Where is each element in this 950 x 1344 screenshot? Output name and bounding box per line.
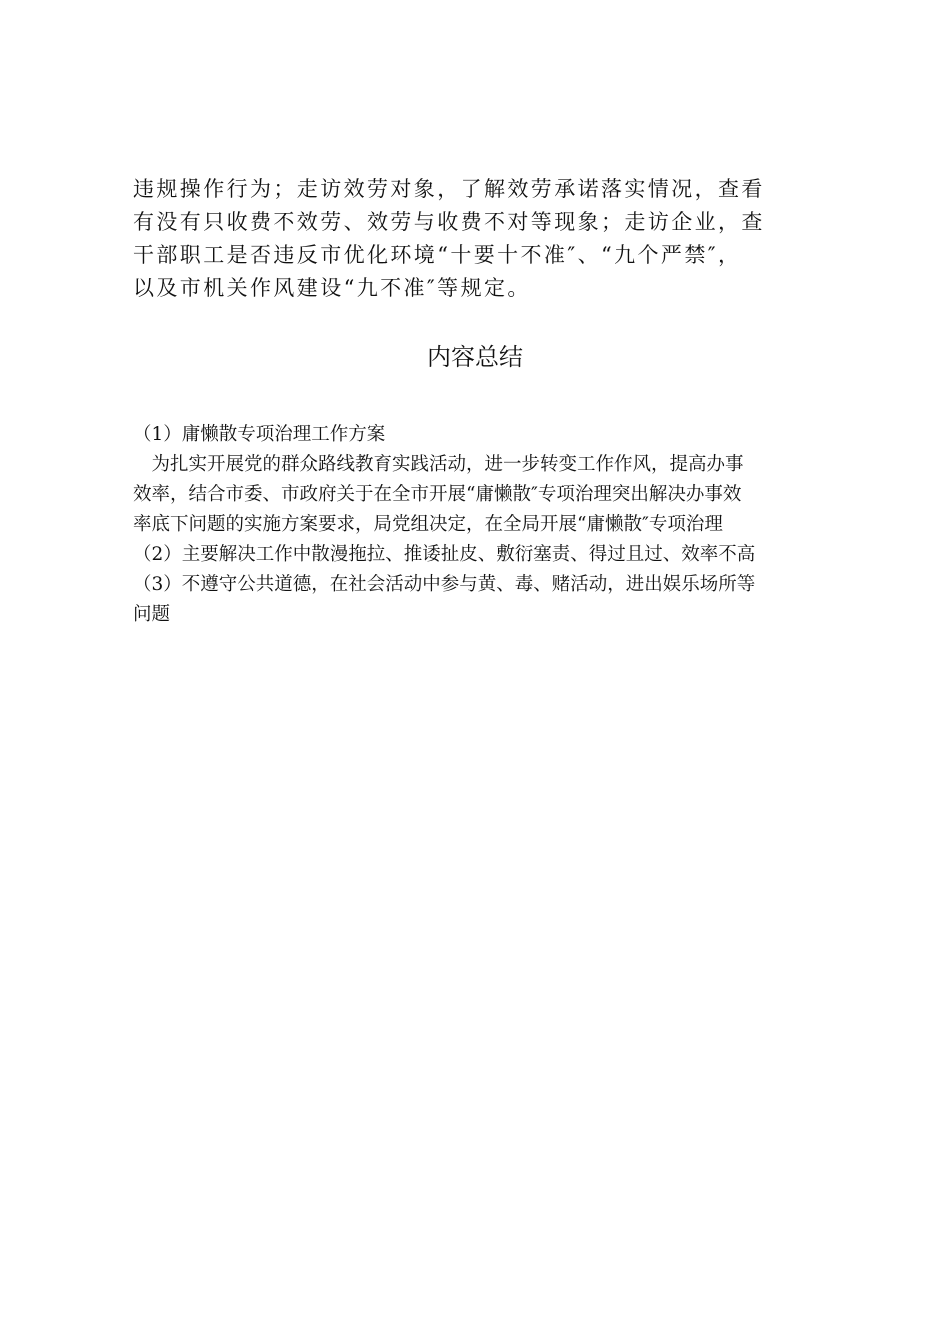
summary-title: 内容总结 (427, 343, 523, 371)
summary-line: 效率，结合市委、市政府关于在全市开展“庸懒散″专项治理突出解决办事效 (133, 484, 742, 505)
summary-line: （1）庸懒散专项治理工作方案 (133, 424, 386, 445)
intro-line: 有没有只收费不效劳、效劳与收费不对等现象；走访企业，查 (133, 210, 765, 234)
summary-line: （3）不遵守公共道德，在社会活动中参与黄、毒、赌活动，进出娱乐场所等 (133, 574, 756, 595)
summary-line: 率底下问题的实施方案要求，局党组决定，在全局开展“庸懒散″专项治理 (133, 514, 723, 535)
summary-body (133, 420, 833, 630)
intro-line: 违规操作行为；走访效劳对象，了解效劳承诺落实情况，查看 (133, 177, 765, 201)
intro-line: 干部职工是否违反市优化环境“十要十不准″、“九个严禁″， (133, 243, 742, 267)
summary-line: 为扎实开展党的群众路线教育实践活动，进一步转变工作作风，提高办事 (133, 454, 744, 475)
intro-paragraph (133, 173, 833, 305)
summary-line: （2）主要解决工作中散漫拖拉、推诿扯皮、敷衍塞责、得过且过、效率不高 (133, 544, 756, 565)
intro-line: 以及市机关作风建设“九不准″等规定。 (133, 276, 531, 300)
summary-line: 问题 (133, 604, 171, 625)
